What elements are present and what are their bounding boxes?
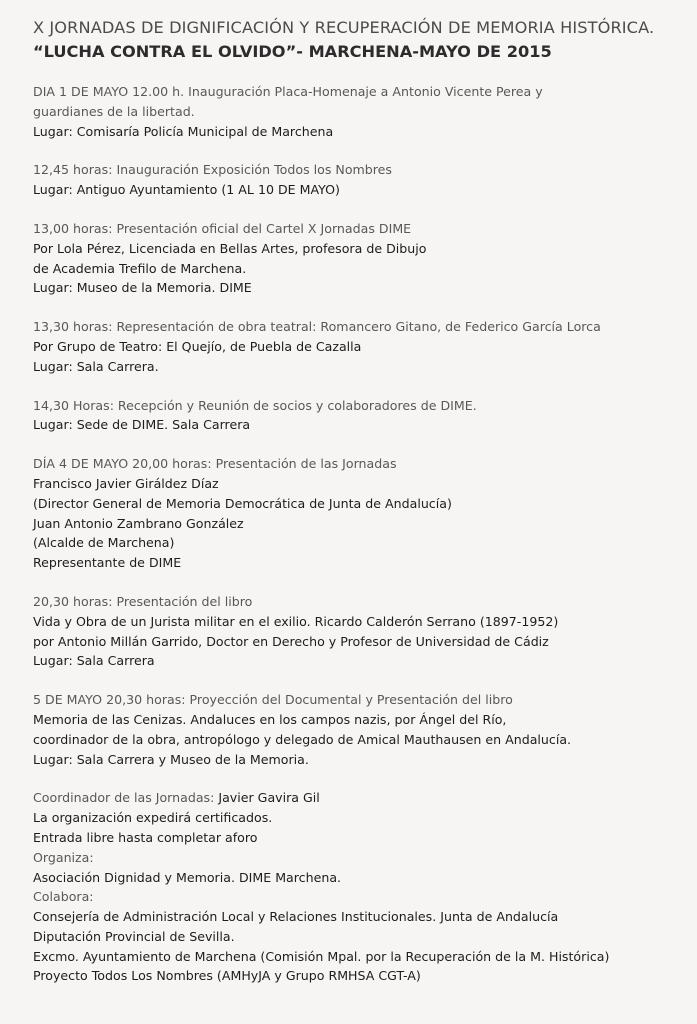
- event-line: Por Lola Pérez, Licenciada en Bellas Artes, profesora de Dibujo: [33, 240, 427, 256]
- event-line: Memoria de las Cenizas. Andaluces en los campos nazis, por Ángel del Río,: [33, 711, 507, 727]
- colabora-item: Diputación Provincial de Sevilla.: [33, 928, 235, 944]
- event-line: (Director General de Memoria Democrática de Junta de Andalucía): [33, 495, 452, 511]
- event-line: de Academia Trefilo de Marchena.: [33, 260, 247, 276]
- event-lead: 12,45 horas: Inauguración Exposición Todos los Nombres: [33, 162, 392, 178]
- event-line: Lugar: Antiguo Ayuntamiento (1 AL 10 DE MAYO): [33, 182, 340, 198]
- event-block: [33, 592, 683, 671]
- event-line: Lugar: Comisaría Policía Municipal de Marchena: [33, 123, 334, 139]
- event-lead: 13,30 horas: Representación de obra teatral: Romancero Gitano, de Federico García Lorca: [33, 319, 601, 335]
- event-line: Lugar: Sala Carrera y Museo de la Memoria.: [33, 751, 309, 767]
- entry-note: Entrada libre hasta completar aforo: [33, 829, 258, 845]
- event-line: Lugar: Sede de DIME. Sala Carrera: [33, 417, 251, 433]
- organiza-label: Organiza:: [33, 849, 94, 865]
- colabora-item: Consejería de Administración Local y Relaciones Institucionales. Junta de Andalucía: [33, 909, 559, 925]
- event-line: Representante de DIME: [33, 555, 182, 571]
- coordinator-label: Coordinador de las Jornadas:: [33, 790, 215, 806]
- event-block: [33, 160, 683, 200]
- page-subtitle: “LUCHA CONTRA EL OLVIDO”- MARCHENA-MAYO DE 2015: [33, 42, 552, 61]
- event-line: Lugar: Sala Carrera: [33, 653, 155, 669]
- organiza-value: Asociación Dignidad y Memoria. DIME Marchena.: [33, 869, 342, 885]
- event-line: Juan Antonio Zambrano González: [33, 515, 244, 531]
- event-line: Por Grupo de Teatro: El Quejío, de Puebla de Cazalla: [33, 338, 362, 354]
- event-block: [33, 396, 683, 436]
- event-block: [33, 219, 683, 298]
- event-block: [33, 690, 683, 769]
- colabora-item: Proyecto Todos Los Nombres (AMHyJA y Grupo RMHSA CGT-A): [33, 968, 421, 984]
- event-line: (Alcalde de Marchena): [33, 535, 175, 551]
- event-line: Lugar: Sala Carrera.: [33, 358, 159, 374]
- event-line: Lugar: Museo de la Memoria. DIME: [33, 280, 252, 296]
- event-line: coordinador de la obra, antropólogo y delegado de Amical Mauthausen en Andalucía.: [33, 731, 572, 747]
- event-lead: 13,00 horas: Presentación oficial del Cartel X Jornadas DIME: [33, 220, 412, 236]
- colabora-label: Colabora:: [33, 889, 94, 905]
- event-lead: 5 DE MAYO 20,30 horas: Proyección del Documental y Presentación del libro: [33, 692, 513, 708]
- event-line: por Antonio Millán Garrido, Doctor en Derecho y Profesor de Universidad de Cádiz: [33, 633, 549, 649]
- event-lead: 20,30 horas: Presentación del libro: [33, 593, 253, 609]
- page-title: X JORNADAS DE DIGNIFICACIÓN Y RECUPERACIÓN DE MEMORIA HISTÓRICA.: [33, 18, 655, 37]
- credits-block: [33, 788, 683, 986]
- colabora-item: Excmo. Ayuntamiento de Marchena (Comisión Mpal. por la Recuperación de la M. Histórica): [33, 948, 610, 964]
- event-block: [33, 82, 683, 141]
- certificates-note: La organización expedirá certificados.: [33, 810, 273, 826]
- coordinator-name: Javier Gavira Gil: [218, 790, 320, 806]
- event-block: [33, 317, 683, 376]
- event-line: Francisco Javier Giráldez Díaz: [33, 475, 219, 491]
- event-line: Vida y Obra de un Jurista militar en el exilio. Ricardo Calderón Serrano (1897-1952): [33, 613, 559, 629]
- event-lead: DÍA 4 DE MAYO 20,00 horas: Presentación de las Jornadas: [33, 456, 397, 472]
- event-block: [33, 454, 683, 573]
- event-lead: DIA 1 DE MAYO 12.00 h. Inauguración Placa-Homenaje a Antonio Vicente Perea y: [33, 84, 543, 99]
- event-lead: 14,30 Horas: Recepción y Reunión de socios y colaboradores de DIME.: [33, 397, 477, 413]
- coordinator-line: [33, 788, 683, 808]
- event-lead-continued: guardianes de la libertad.: [33, 103, 195, 119]
